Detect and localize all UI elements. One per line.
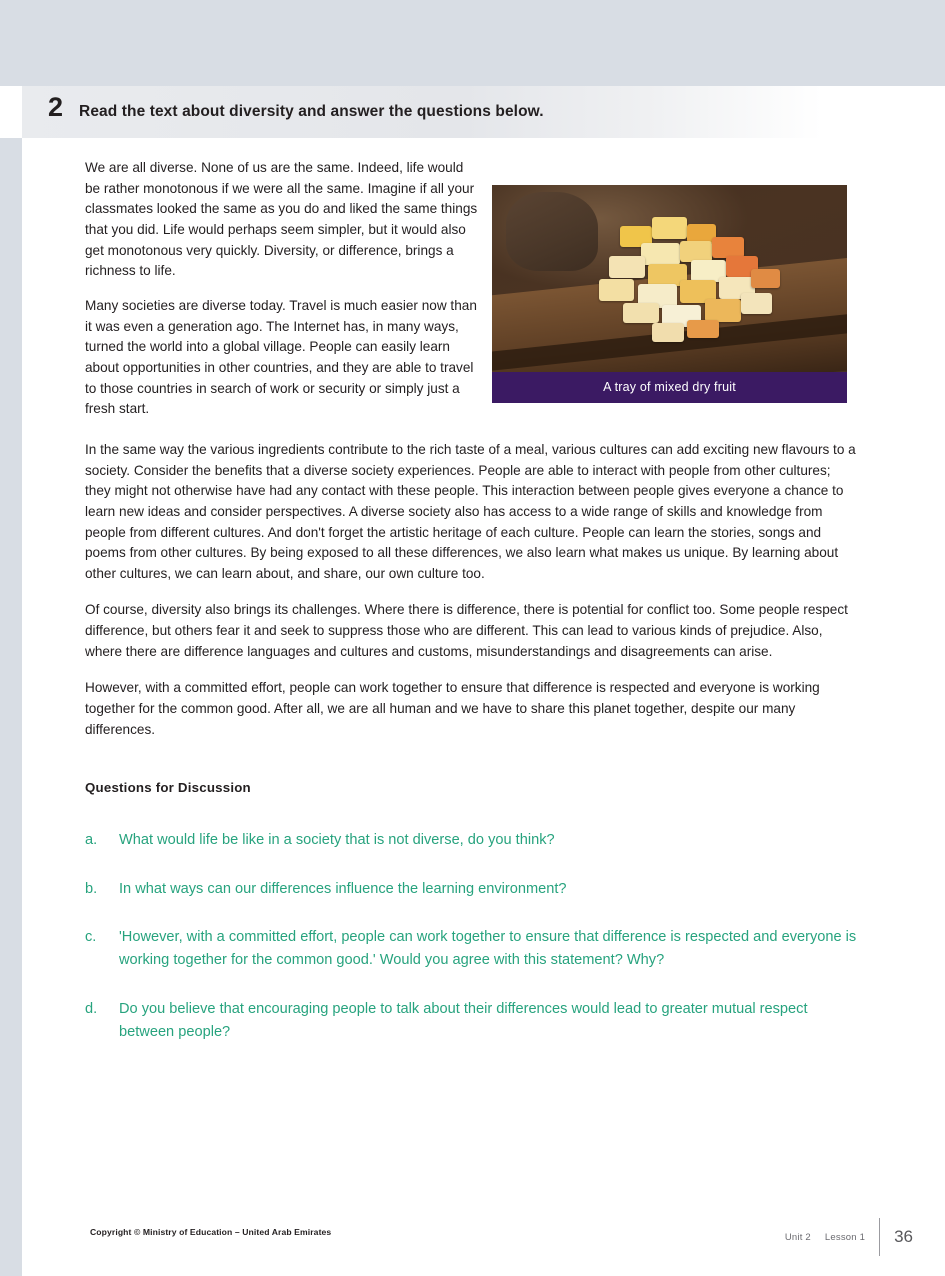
fruit-piece [741,293,773,314]
paragraph-4: Of course, diversity also brings its challenges. Where there is difference, there is potential for conflict too. Some people respect difference, but others fear it and seek to suppress those who are different. This can lead to various kinds of prejudice. Also, where there are difference languages and cultures and customs, misunderstandings and disagreements can arise. [85,602,848,659]
fruit-piece [623,303,659,324]
fruit-piece [609,256,645,278]
fruit-piece [652,217,688,239]
question-text: 'However, with a committed effort, people can work together to ensure that difference is respected and everyone is working together for the common good.' Would you agree with this statement? Why? [119,929,857,969]
fruit-piece [680,241,712,262]
footer-copyright: Copyright © Ministry of Education – United Arab Emirates [90,1227,332,1237]
fruit-piece [641,243,680,265]
fruit-piece [599,279,635,301]
questions-heading: Questions for Discussion [85,780,251,796]
figure-image [492,185,847,372]
question-label: b. [85,880,98,897]
body-paragraphs [85,434,857,741]
paragraph-2: Many societies are diverse today. Travel is much easier now than it was even a generation ago. The Internet has, in many ways, turned the world into a global village. People can easily learn about opportunities in other countries, and they are able to travel to those countries in search of work or security or simply just a fresh start. [85,297,477,417]
question-label: a. [85,832,98,849]
fruit-piece [652,323,684,342]
fruit-piece [705,299,741,321]
fruit-piece [687,320,719,339]
list-item [85,998,857,1045]
footer-unit: Unit 2 [784,1231,811,1243]
question-text: What would life be like in a society that is not diverse, do you think? [119,832,555,849]
question-text: Do you believe that encouraging people to talk about their differences would lead to greater mutual respect between people? [119,1000,808,1041]
footer-lesson: Lesson 1 [824,1231,866,1243]
paragraph-5: However, with a committed effort, people can work together to ensure that difference is respected and everyone is working together for the common good. After all, we are all human and we have to share this planet together, despite our many differences. [85,680,820,737]
left-edge-band [0,138,22,1276]
exercise-instruction: Read the text about diversity and answer the questions below. [79,103,544,120]
figure-caption: A tray of mixed dry fruit [492,372,847,403]
paragraph-1: We are all diverse. None of us are the same. Indeed, life would be rather monotonous if we were all the same. Imagine if all your classmates looked the same as you do and liked the same things that you did. Life would perhaps seem simpler, but it would also get monotonous very quickly. Diversity, or difference, brings a richness to life. [85,160,478,279]
list-item [85,926,857,973]
intro-text-column [85,158,481,420]
fruit-piece [751,269,779,288]
hand-shape [506,192,598,271]
header-strip-left-gap [0,86,22,138]
article-content [85,158,857,1069]
list-item [85,829,857,852]
question-label: c. [85,929,97,946]
paragraph-3: In the same way the various ingredients contribute to the rich taste of a meal, various cultures can add exciting new flavours to a society. Consider the benefits that a diverse society experiences. People are able to interact with people from other cultures; they might not otherwise have had any contact with these people. This interaction between people gives everyone a chance to learn new ideas and consider perspectives. A diverse society also has access to a wide range of skills and knowledge from people from different cultures. And don't forget the artistic heritage of each culture. People can learn the stories, songs and poems from other cultures. By being exposed to all these differences, we also learn what makes us unique. By learning about other cultures, we can learn about, and share, our own culture too. [85,441,856,581]
page-number: 36 [894,1227,913,1246]
footer-right [785,1218,913,1256]
fruit-piece [712,237,744,258]
intro-block [85,158,857,420]
question-text: In what ways can our differences influence the learning environment? [119,880,567,897]
exercise-header [48,94,544,121]
top-margin-band [0,0,945,86]
discussion-question-list [85,829,857,1044]
list-item [85,878,857,901]
exercise-number: 2 [48,92,64,122]
footer-divider [879,1218,880,1256]
figure-dried-fruit [492,185,847,403]
question-label: d. [85,1000,98,1017]
